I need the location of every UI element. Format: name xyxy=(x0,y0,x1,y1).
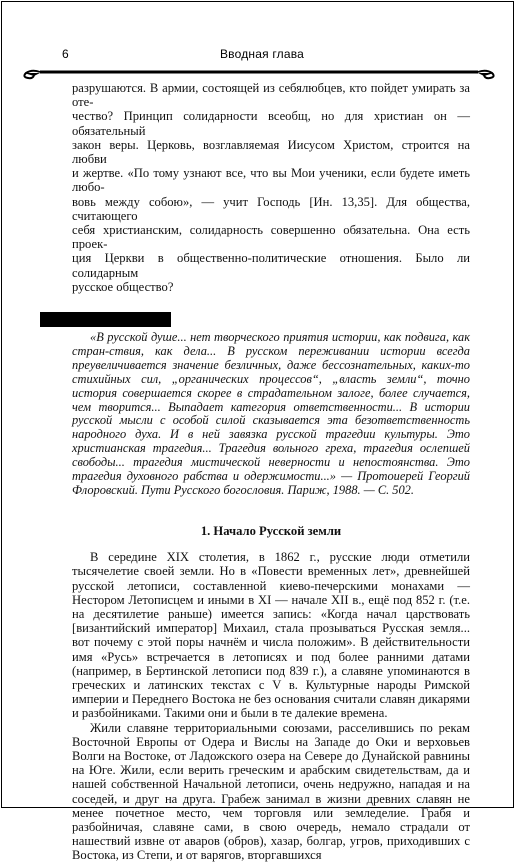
redaction-bar xyxy=(40,312,171,327)
intro-line: себя христианским, солидарность совершенно обязательна. Она есть проек- xyxy=(72,223,470,252)
page-body xyxy=(72,81,470,863)
epigraph-quote: «В русской душе... нет творческого приятия истории, как подвига, как стран-ствия, как дела... В русском переживании истории всегда преувеличивается значение безличных, даже бессознательных, каких-то стихийных сил, „органических процессов“, „власть земли“, точно история совершается скорее в страдательном залоге, более случается, чем творится... Выпадает категория ответственности... В истории русской мысли с особой силой сказывается эта безответственность народного духа. И в ней завязка русской трагедии культуры. Это христианская трагедия... Трагедия вольного греха, трагедия ослепшей свободы... трагедия мистической неверности и непостоянства. Это трагедия духовного рабства и одержимости...» — Протоиерей Георгий Флоровский. Пути Русского богословия. Париж, 1988. — С. 502. xyxy=(72,330,470,498)
body-paragraph: Жили славяне территориальными союзами, расселившись по рекам Восточной Европы от Одера и Вислы на Западе до Оки и верховьев Волги на Востоке, от Ладожского озера на Севере до Дунайской равнины на Юге. Жили, если верить греческим и арабским свидетельствам, да и нашей собственной Начальной летописи, очень недружно, нападая и на соседей, и друг на друга. Грабеж занимал в жизни древних славян не менее почетное место, чем торговля или земледелие. Грабя и разбойничая, славяне сами, в свою очередь, немало страдали от нашествий извне от аваров (обров), хазар, болгар, угров, приходивших с Востока, из Степи, и от варягов, вторгавшихся xyxy=(72,720,470,863)
intro-line: закон веры. Церковь, возглавляемая Иисусом Христом, строится на любви xyxy=(72,137,470,167)
intro-line: чество? Принцип солидарности всеобщ, но для христиан он — обязательный xyxy=(72,109,470,138)
intro-line: разрушаются. В армии, состоящей из себялюбцев, кто пойдет умирать за оте- xyxy=(72,81,470,110)
page-number: 6 xyxy=(62,47,69,61)
section-heading: 1. Начало Русской земли xyxy=(200,523,342,538)
intro-line: русское общество? xyxy=(72,279,174,294)
decorative-header-rule xyxy=(22,64,496,82)
body-paragraph: В середине XIX столетия, в 1862 г., русские люди отметили тысячелетие своей земли. Но в «Повести временных лет», древнейшей русской летописи, составленной киево-печерскими монахами — Нестором Летописцем и иными в XI — начале XII в., ещё под 852 г. (т.е. на десятилетие раньше) имеется запись: «Когда начал царствовать [византийский император] Михаил, стала прозываться Русская земля... вот почему с этой поры начнём и числа положим». В действительности имя «Русь» встречается в летописях и под более ранними датами (например, в Бертинской летописи под 839 г.), а славяне упоминаются в греческих и латинских текстах с V в. Культурные народы Римской империи и Переднего Востока не без основания считали славян дикарями и разбойниками. Такими они и были в те далекие времена. xyxy=(72,550,470,721)
running-title: Вводная глава xyxy=(219,47,305,61)
intro-line: и жертве. «По тому узнают все, что вы Мои ученики, если будете иметь любо- xyxy=(72,166,470,195)
intro-line: ция Церкви в общественно-политические отношения. Было ли солидарным xyxy=(72,251,470,280)
running-header xyxy=(52,47,472,63)
intro-line: вовь между собою», — учит Господь [Ин. 13,35]. Для общества, считающего xyxy=(72,194,470,223)
